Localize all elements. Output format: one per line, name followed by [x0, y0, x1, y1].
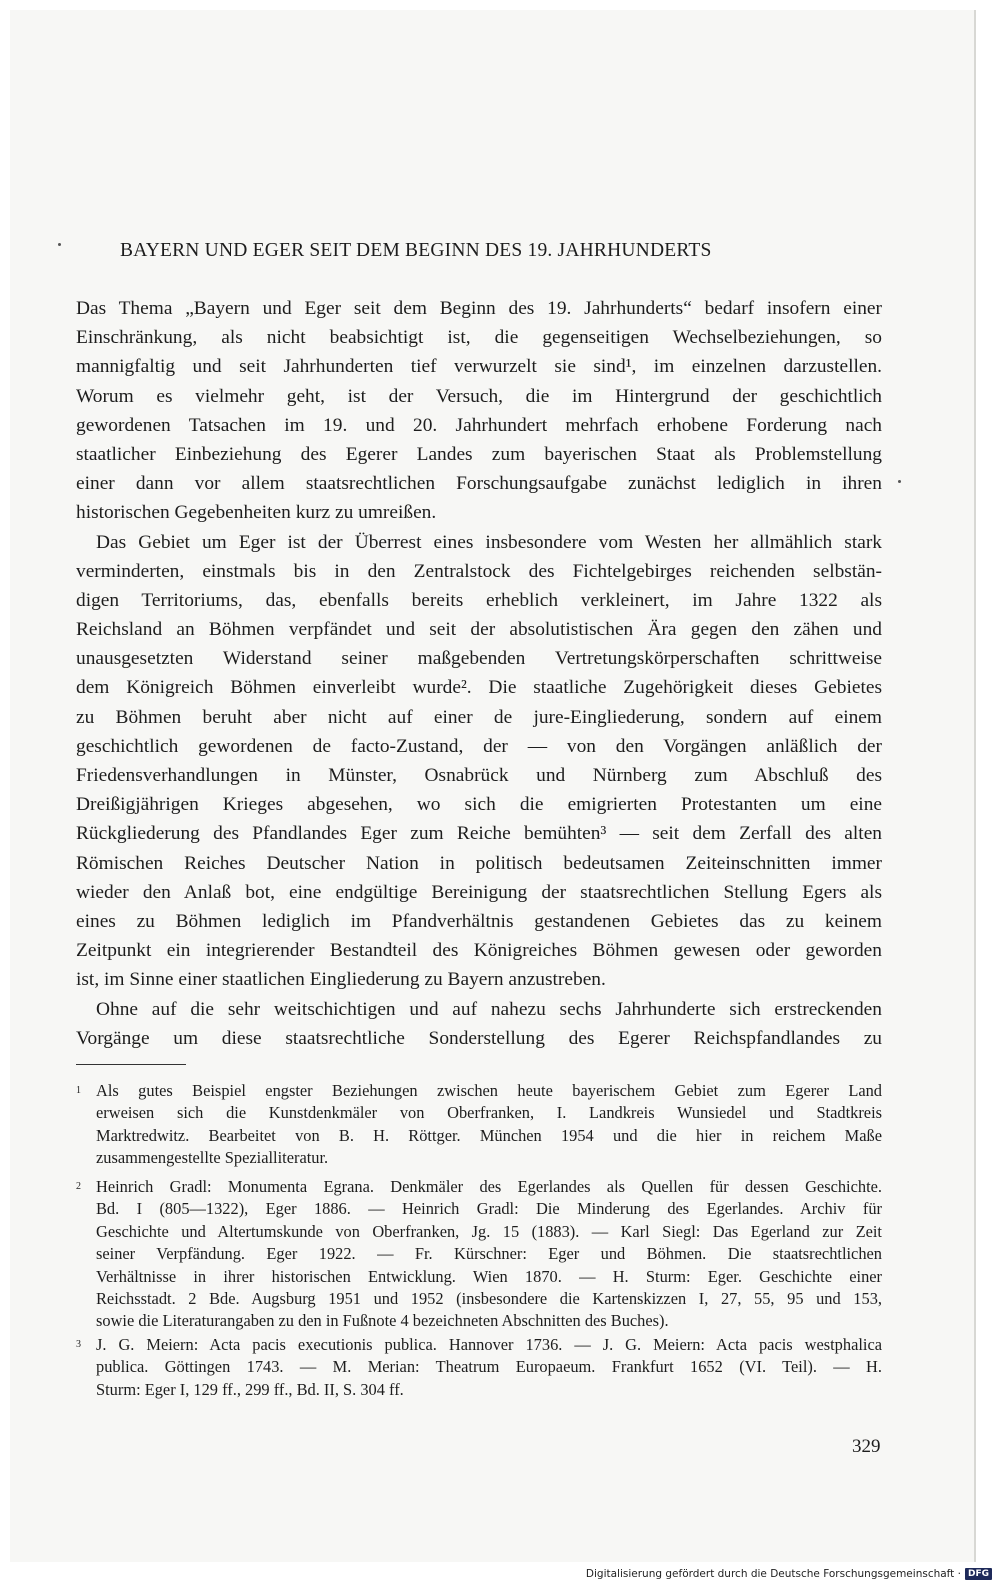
print-speck — [898, 480, 901, 483]
dfg-logo-icon: DFG — [965, 1568, 992, 1580]
footnote — [76, 1176, 882, 1333]
footer-credit: Digitalisierung gefördert durch die Deutsche Forschungsgemeinschaft · — [585, 1568, 961, 1580]
body-line: Römischen Reiches Deutscher Nation in politisch bedeutsamen Zeiteinschnitten immer — [76, 852, 882, 874]
body-line: Ohne auf die sehr weitschichtigen und auf nahezu sechs Jahrhunderte sich erstreckenden — [96, 998, 882, 1020]
footnote-number: 1 — [76, 1085, 81, 1096]
body-line: wieder den Anlaß bot, eine endgültige Bereinigung der staatsrechtlichen Stellung Egers als — [76, 881, 882, 903]
footnote-line: Marktredwitz. Bearbeitet von B. H. Röttger. München 1954 und die hier in reichem Maße — [96, 1125, 882, 1145]
body-line: eines zu Böhmen lediglich im Pfandverhältnis gestandenen Gebietes das zu keinem — [76, 910, 882, 932]
footnote-line: sowie die Literaturangaben zu den in Fußnote 4 bezeichneten Abschnitten des Buches). — [96, 1311, 669, 1331]
body-line: dem Königreich Böhmen einverleibt wurde². Die staatliche Zugehörigkeit dieses Gebietes — [76, 677, 882, 699]
footnote-separator — [76, 1064, 186, 1065]
footnote-line: zusammengestellte Spezialliteratur. — [96, 1148, 329, 1168]
footnote-number: 2 — [76, 1181, 81, 1192]
footnote-line: Reichsstadt. 2 Bde. Augsburg 1951 und 1952 (insbesondere die Kartenskizzen I, 27, 55, 95 und 153, — [96, 1288, 882, 1308]
footnote-line: J. G. Meiern: Acta pacis executionis publica. Hannover 1736. — J. G. Meiern: Acta pacis westphalica — [96, 1335, 882, 1354]
body-line: einer dann vor allem staatsrechtlichen Forschungsaufgabe zunächst lediglich in ihren — [76, 473, 882, 495]
body-line: Zeitpunkt ein integrierender Bestandteil des Königreiches Böhmen gewesen oder geworden — [76, 940, 882, 962]
footnote-line: erweisen sich die Kunstdenkmäler von Oberfranken, I. Landkreis Wunsiedel und Stadtkreis — [96, 1103, 882, 1123]
body-line: digen Territoriums, das, ebenfalls bereits erheblich verkleinert, im Jahre 1322 als — [76, 589, 882, 611]
body-line: unausgesetzten Widerstand seiner maßgebenden Vertretungskörperschaften schrittweise — [76, 648, 882, 670]
body-line: Dreißigjährigen Krieges abgesehen, wo sich die emigrierten Protestanten um eine — [76, 794, 882, 816]
article-title: BAYERN UND EGER SEIT DEM BEGINN DES 19. JAHRHUNDERTS — [120, 240, 712, 261]
body-line: Vorgänge um diese staatsrechtliche Sonderstellung des Egerer Reichspfandlandes zu — [76, 1027, 882, 1049]
body-line: historischen Gegebenheiten kurz zu umreißen. — [76, 502, 437, 524]
body-line: Friedensverhandlungen in Münster, Osnabrück und Nürnberg zum Abschluß des — [76, 765, 882, 786]
footnote-line: publica. Göttingen 1743. — M. Merian: Theatrum Europaeum. Frankfurt 1652 (VI. Teil). — H. — [96, 1357, 882, 1377]
body-line: Rückgliederung des Pfandlandes Eger zum Reiche bemühten³ — seit dem Zerfall des alten — [76, 823, 882, 845]
page-number: 329 — [852, 1436, 881, 1457]
footnote-line: Bd. I (805—1322), Eger 1886. — Heinrich Gradl: Die Minderung des Egerlandes. Archiv für — [96, 1199, 882, 1219]
body-line: zu Böhmen beruht aber nicht auf einer de jure-Eingliederung, sondern auf einem — [76, 706, 882, 728]
body-line: Das Gebiet um Eger ist der Überrest eines insbesondere vom Westen her allmählich stark — [96, 531, 882, 553]
body-line: mannigfaltig und seit Jahrhunderten tief verwurzelt sie sind¹, im einzelnen darzustellen. — [76, 356, 882, 378]
footnote-line: Als gutes Beispiel engster Beziehungen zwischen heute bayerischem Gebiet zum Egerer Land — [96, 1081, 882, 1100]
footnote — [76, 1334, 882, 1401]
body-line: Das Thema „Bayern und Eger seit dem Beginn des 19. Jahrhunderts“ bedarf insofern einer — [76, 298, 882, 319]
body-line: staatlicher Einbeziehung des Egerer Landes zum bayerischen Staat als Problemstellung — [76, 443, 882, 465]
body-line: ist, im Sinne einer staatlichen Eingliederung zu Bayern anzustreben. — [76, 969, 606, 991]
body-line: geschichtlich gewordenen de facto-Zustand, der — von den Vorgängen anläßlich der — [76, 735, 882, 757]
body-line: Reichsland an Böhmen verpfändet und seit der absolutistischen Ära gegen den zähen und — [76, 619, 882, 641]
body-line: Worum es vielmehr geht, ist der Versuch, die im Hintergrund der geschichtlich — [76, 385, 882, 407]
digitization-footer — [586, 1568, 992, 1580]
footnote-number: 3 — [76, 1339, 81, 1350]
footnote-line: Sturm: Eger I, 129 ff., 299 ff., Bd. II, S. 304 ff. — [96, 1379, 404, 1399]
footnote-line: Geschichte und Altertumskunde von Oberfranken, Jg. 15 (1883). — Karl Siegl: Das Egerland zur Zeit — [96, 1221, 882, 1241]
body-line: Einschränkung, als nicht beabsichtigt ist, die gegenseitigen Wechselbeziehungen, so — [76, 327, 882, 349]
footnote-line: Verhältnisse in ihrer historischen Entwicklung. Wien 1870. — H. Sturm: Eger. Geschichte einer — [96, 1266, 882, 1286]
footnote — [76, 1080, 882, 1170]
body-line: verminderten, einstmals bis in den Zentralstock des Fichtelgebirges reichenden selbstän- — [76, 560, 882, 582]
print-speck — [58, 243, 61, 246]
body-text — [76, 294, 882, 1053]
footnote-line: seiner Verpfändung. Eger 1922. — Fr. Kürschner: Eger und Böhmen. Die staatsrechtlichen — [96, 1244, 882, 1264]
body-line: gewordenen Tatsachen im 19. und 20. Jahrhundert mehrfach erhobene Forderung nach — [76, 414, 882, 436]
footnote-line: Heinrich Gradl: Monumenta Egrana. Denkmäler des Egerlandes als Quellen für dessen Geschichte. — [96, 1177, 882, 1196]
